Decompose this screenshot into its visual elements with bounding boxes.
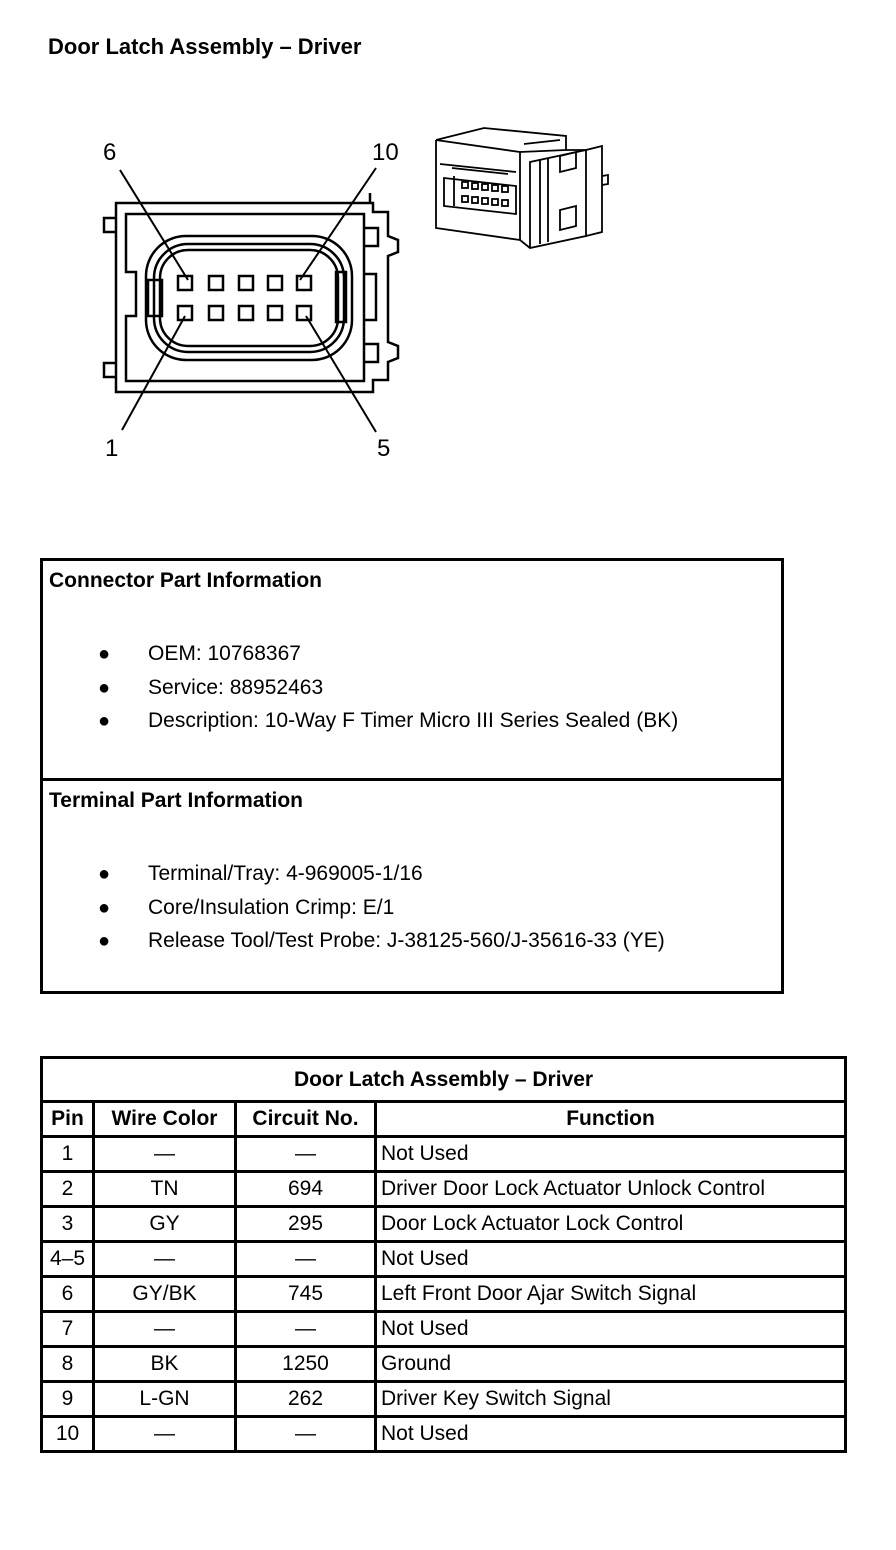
cell-circuit-no: — (236, 1312, 376, 1347)
cavity-6 (178, 276, 192, 290)
cell-wire-color: TN (94, 1172, 236, 1207)
cell-function: Left Front Door Ajar Switch Signal (376, 1277, 846, 1312)
list-item: ● Service: 88952463 (98, 675, 324, 699)
cell-wire-color: — (94, 1242, 236, 1277)
cell-circuit-no: 694 (236, 1172, 376, 1207)
cell-function: Not Used (376, 1417, 846, 1452)
bullet-icon: ● (98, 863, 111, 885)
cell-pin: 4–5 (42, 1242, 94, 1277)
pin-label-5: 5 (377, 435, 391, 462)
bullet-icon: ● (98, 643, 111, 665)
cell-function: Ground (376, 1347, 846, 1382)
cavity-9 (268, 276, 282, 290)
cell-circuit-no: 295 (236, 1207, 376, 1242)
connector-info-list (43, 641, 781, 742)
cell-circuit-no: — (236, 1137, 376, 1172)
cell-pin: 2 (42, 1172, 94, 1207)
cell-pin: 3 (42, 1207, 94, 1242)
table-caption: Door Latch Assembly – Driver (42, 1058, 846, 1102)
pin-table (40, 1056, 847, 1453)
cell-function: Not Used (376, 1242, 846, 1277)
cell-pin: 8 (42, 1347, 94, 1382)
cell-pin: 1 (42, 1137, 94, 1172)
cavity-8 (239, 276, 253, 290)
table-row (42, 1137, 846, 1172)
cavity-10 (297, 276, 311, 290)
header-function: Function (376, 1102, 846, 1137)
cell-pin: 6 (42, 1277, 94, 1312)
cell-wire-color: — (94, 1312, 236, 1347)
cell-wire-color: GY (94, 1207, 236, 1242)
cell-wire-color: — (94, 1417, 236, 1452)
table-row (42, 1312, 846, 1347)
cell-function: Driver Door Lock Actuator Unlock Control (376, 1172, 846, 1207)
table-row (42, 1172, 846, 1207)
terminal-info-heading: Terminal Part Information (49, 789, 303, 812)
header-pin: Pin (42, 1102, 94, 1137)
cell-pin: 10 (42, 1417, 94, 1452)
header-wire-color: Wire Color (94, 1102, 236, 1137)
cell-wire-color: GY/BK (94, 1277, 236, 1312)
leader-1 (122, 316, 185, 430)
cell-function: Driver Key Switch Signal (376, 1382, 846, 1417)
terminal-info-list (43, 861, 781, 962)
table-row (42, 1242, 846, 1277)
connector-info-heading: Connector Part Information (49, 569, 323, 592)
cell-pin: 9 (42, 1382, 94, 1417)
cell-wire-color: — (94, 1137, 236, 1172)
list-item: ● OEM: 10768367 (98, 642, 301, 665)
cell-circuit-no: 1250 (236, 1347, 376, 1382)
pin-label-10: 10 (372, 139, 399, 166)
terminal-part-info (43, 781, 781, 991)
cavity-5 (297, 306, 311, 320)
list-item: ● Terminal/Tray: 4-969005-1/16 (98, 862, 423, 885)
cell-circuit-no: 745 (236, 1277, 376, 1312)
page-title: Door Latch Assembly – Driver (48, 34, 362, 59)
cell-function: Door Lock Actuator Lock Control (376, 1207, 846, 1242)
list-item: ● Release Tool/Test Probe: J-38125-560/J-35616-33 (YE) (98, 929, 665, 952)
part-info-box (40, 558, 784, 994)
cell-pin: 7 (42, 1312, 94, 1347)
connector-part-info (43, 561, 781, 781)
connector-thumbnail (436, 128, 608, 248)
bullet-icon: ● (98, 896, 111, 919)
connector-diagram (0, 0, 896, 520)
header-circuit-no: Circuit No. (236, 1102, 376, 1137)
table-caption-row (42, 1058, 846, 1102)
leader-6 (120, 170, 188, 280)
bullet-icon: ● (98, 676, 111, 699)
cell-function: Not Used (376, 1137, 846, 1172)
cavity-4 (268, 306, 282, 320)
table-row (42, 1277, 846, 1312)
cell-circuit-no: 262 (236, 1382, 376, 1417)
table-row (42, 1382, 846, 1417)
cavity-3 (239, 306, 253, 320)
pin-label-6: 6 (103, 139, 117, 166)
table-row (42, 1207, 846, 1242)
table-row (42, 1347, 846, 1382)
table-header-row (42, 1102, 846, 1137)
cavity-2 (209, 306, 223, 320)
bullet-icon: ● (98, 930, 111, 952)
list-item: ● Description: 10-Way F Timer Micro III Series Sealed (BK) (98, 709, 679, 732)
cell-circuit-no: — (236, 1417, 376, 1452)
cell-wire-color: L-GN (94, 1382, 236, 1417)
cell-wire-color: BK (94, 1347, 236, 1382)
table-row (42, 1417, 846, 1452)
cell-function: Not Used (376, 1312, 846, 1347)
bullet-icon: ● (98, 710, 111, 732)
cavity-7 (209, 276, 223, 290)
cell-circuit-no: — (236, 1242, 376, 1277)
pin-label-1: 1 (105, 435, 119, 462)
list-item: ● Core/Insulation Crimp: E/1 (98, 895, 395, 919)
